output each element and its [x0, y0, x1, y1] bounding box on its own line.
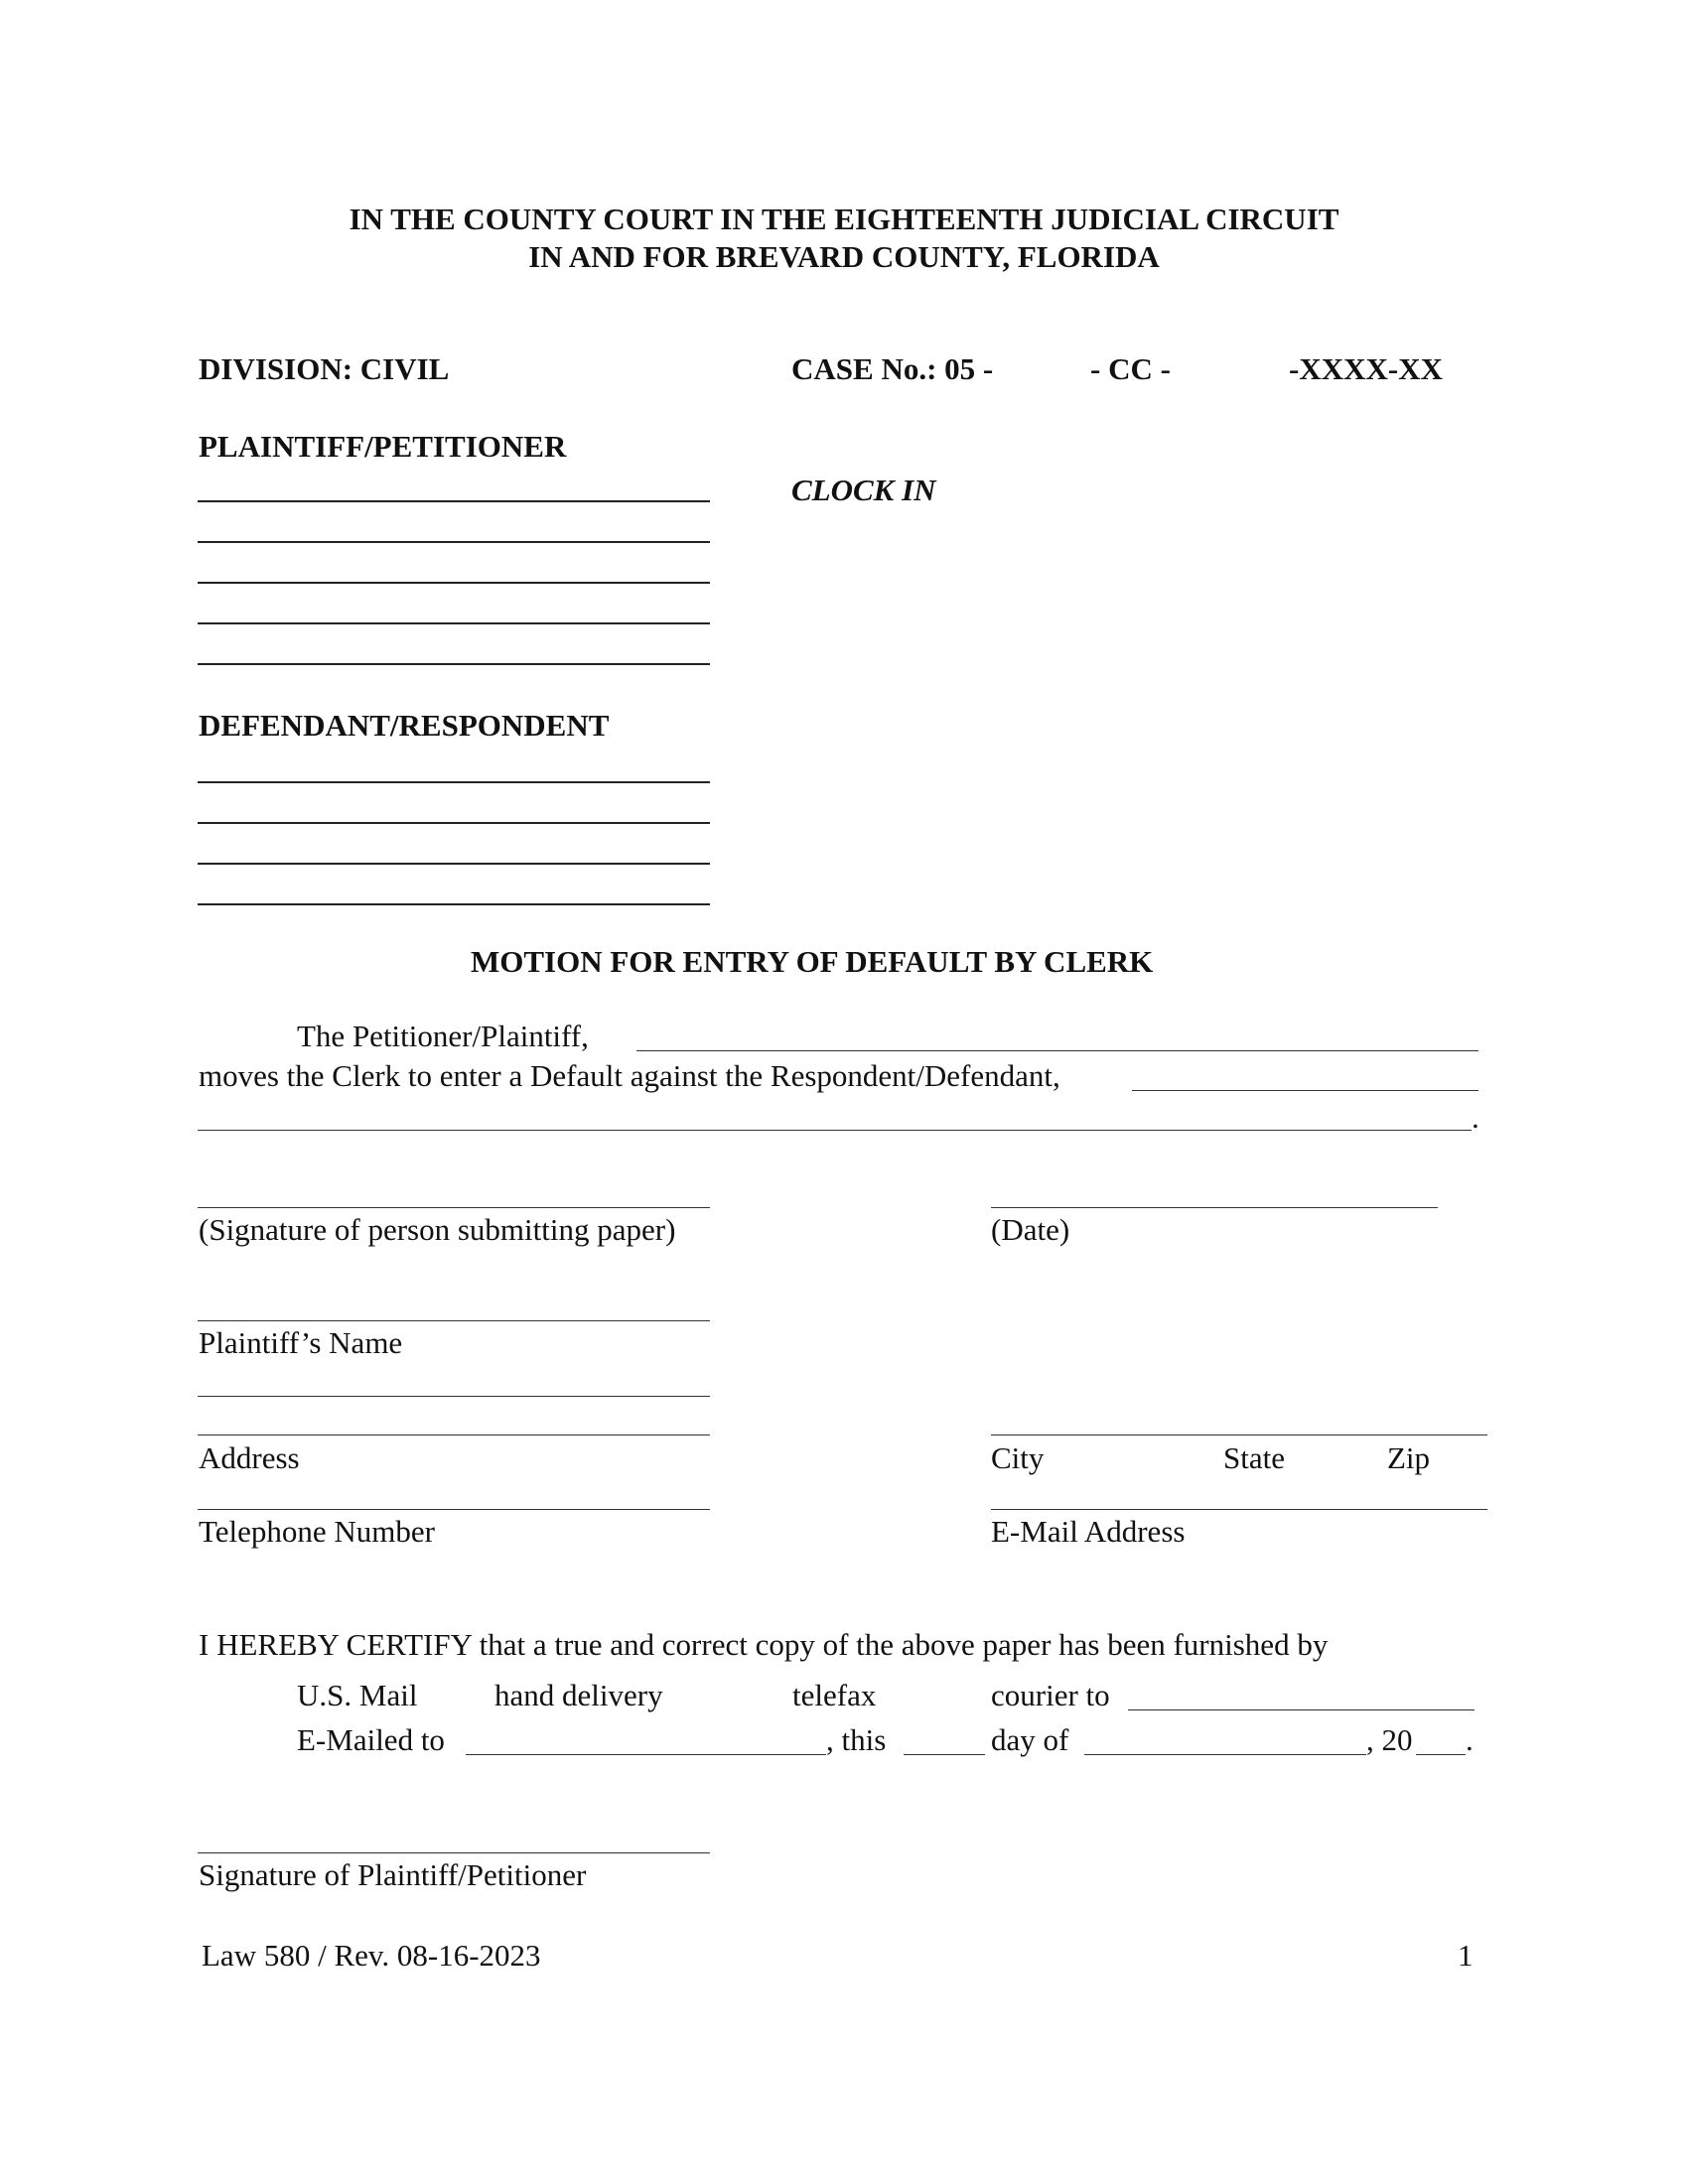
certificate-period: .: [1466, 1722, 1474, 1757]
plaintiff-label: PLAINTIFF/PETITIONER: [199, 429, 567, 464]
final-signature-line[interactable]: [198, 1852, 710, 1853]
us-mail-option[interactable]: U.S. Mail: [297, 1678, 418, 1712]
address-line-2[interactable]: [198, 1434, 710, 1435]
default-against-text: moves the Clerk to enter a Default against the Respondent/Defendant,: [199, 1058, 1060, 1093]
year-prefix: , 20: [1366, 1722, 1413, 1757]
petitioner-name-blank[interactable]: [636, 1050, 1478, 1051]
plaintiff-name-line-2[interactable]: [198, 541, 710, 543]
telephone-line[interactable]: [198, 1509, 710, 1510]
address-label: Address: [199, 1440, 300, 1475]
day-blank[interactable]: [904, 1754, 985, 1755]
address-line-1[interactable]: [198, 1396, 710, 1397]
plaintiff-name-line[interactable]: [198, 1320, 710, 1321]
form-id: Law 580 / Rev. 08-16-2023: [202, 1938, 541, 1973]
date-line[interactable]: [991, 1207, 1438, 1208]
telefax-option[interactable]: telefax: [792, 1678, 877, 1712]
email-label: E-Mail Address: [991, 1514, 1186, 1549]
plaintiff-name-line-3[interactable]: [198, 582, 710, 584]
this-label: , this: [826, 1722, 887, 1757]
courier-option[interactable]: courier to: [991, 1678, 1110, 1712]
defendant-name-line-4[interactable]: [198, 903, 710, 905]
signature-line[interactable]: [198, 1207, 710, 1208]
page-number: 1: [1458, 1938, 1474, 1973]
courier-to-blank[interactable]: [1128, 1709, 1475, 1710]
date-label: (Date): [991, 1212, 1070, 1247]
plaintiff-name-label: Plaintiff’s Name: [199, 1325, 403, 1360]
zip-label: Zip: [1387, 1440, 1431, 1475]
defendant-name-line-2[interactable]: [198, 822, 710, 824]
defendant-label: DEFENDANT/RESPONDENT: [199, 708, 610, 743]
state-label: State: [1223, 1440, 1285, 1475]
court-heading-line1: IN THE COUNTY COURT IN THE EIGHTEENTH JUDICIAL CIRCUIT: [349, 202, 1339, 236]
motion-title: MOTION FOR ENTRY OF DEFAULT BY CLERK: [471, 944, 1154, 979]
respondent-name-blank[interactable]: [1132, 1090, 1478, 1091]
petitioner-prefix: The Petitioner/Plaintiff,: [297, 1019, 589, 1053]
email-line[interactable]: [991, 1509, 1487, 1510]
hand-delivery-option[interactable]: hand delivery: [494, 1678, 663, 1712]
plaintiff-name-line-4[interactable]: [198, 622, 710, 624]
month-blank[interactable]: [1084, 1754, 1366, 1755]
division-label: DIVISION: CIVIL: [199, 351, 450, 386]
respondent-name-blank-2[interactable]: [198, 1130, 1472, 1131]
day-of-label: day of: [991, 1722, 1069, 1757]
signature-label: (Signature of person submitting paper): [199, 1212, 676, 1247]
court-heading-line2: IN AND FOR BREVARD COUNTY, FLORIDA: [528, 239, 1160, 274]
defendant-name-line-1[interactable]: [198, 781, 710, 783]
telephone-label: Telephone Number: [199, 1514, 435, 1549]
certificate-intro: I HEREBY CERTIFY that a true and correct copy of the above paper has been furnished by: [199, 1627, 1329, 1662]
emailed-to-label[interactable]: E-Mailed to: [297, 1722, 445, 1757]
case-number-suffix: -XXXX-XX: [1289, 351, 1443, 386]
case-number-label: CASE No.: 05 -: [791, 351, 994, 386]
plaintiff-name-line-1[interactable]: [198, 500, 710, 502]
plaintiff-name-line-5[interactable]: [198, 663, 710, 665]
case-number-cc: - CC -: [1090, 351, 1171, 386]
city-state-zip-line[interactable]: [991, 1434, 1487, 1435]
year-blank[interactable]: [1416, 1754, 1466, 1755]
clock-in-label: CLOCK IN: [791, 473, 936, 507]
final-signature-label: Signature of Plaintiff/Petitioner: [199, 1857, 587, 1892]
emailed-to-blank[interactable]: [466, 1754, 826, 1755]
defendant-name-line-3[interactable]: [198, 863, 710, 865]
city-label: City: [991, 1440, 1045, 1475]
motion-period: .: [1472, 1100, 1479, 1135]
